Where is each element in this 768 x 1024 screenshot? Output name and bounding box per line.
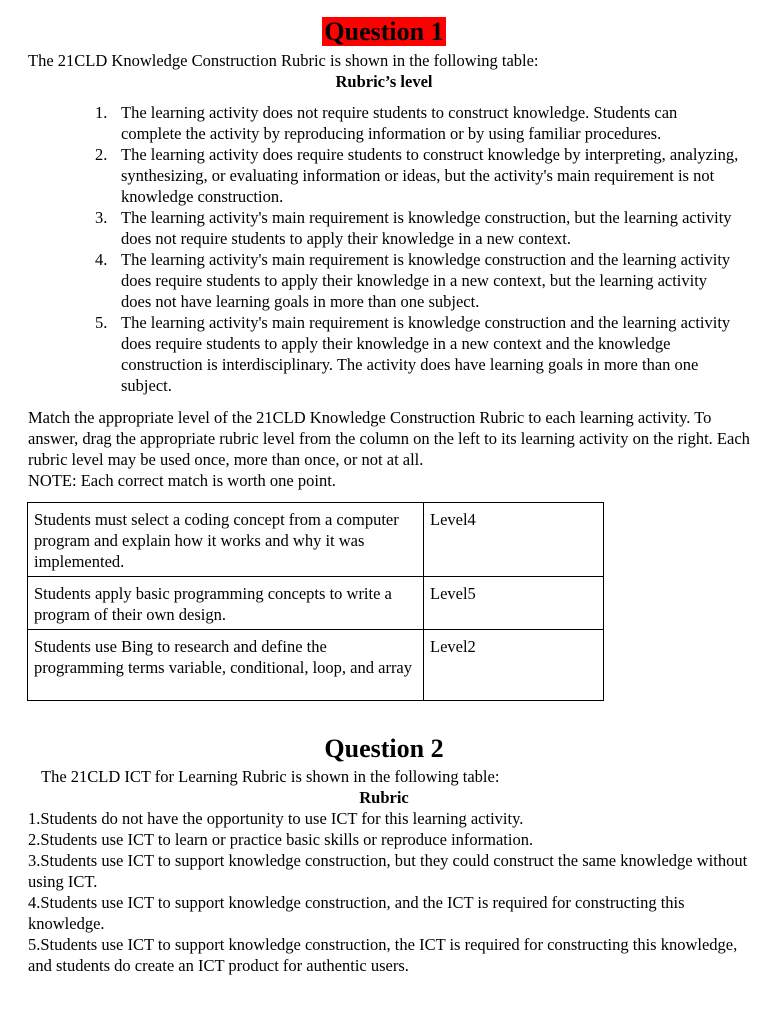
list-text: The learning activity does require students to construct knowledge by interpreting, analyzing, synthesizing, or evaluating information or ideas, but the activity's main requirement is not knowledge construction.: [121, 145, 739, 206]
rubric-level-heading: Rubric’s level: [335, 72, 433, 91]
list-text: The learning activity's main requirement is knowledge construction and the learning activity does require students to apply their knowledge in a new context and the knowledge construction is interdisciplinary. The activity does have learning goals in more than one subject.: [121, 313, 731, 395]
question-1-intro: The 21CLD Knowledge Construction Rubric is shown in the following table:: [28, 51, 539, 70]
list-number: 2.: [95, 145, 108, 164]
rubric-item: 2.Students use ICT to learn or practice basic skills or reproduce information.: [28, 830, 534, 849]
list-number: 3.: [95, 208, 108, 227]
question-1-title-text: Question 1: [324, 17, 444, 46]
table-row: [28, 503, 604, 577]
level-drop-cell[interactable]: Level5: [424, 577, 604, 630]
question-2-intro: The 21CLD ICT for Learning Rubric is shown in the following table:: [41, 767, 500, 786]
activity-cell: Students use Bing to research and define the programming terms variable, conditional, loop, and array: [28, 630, 424, 701]
activity-cell: Students must select a coding concept from a computer program and explain how it works and why it was implemented.: [28, 503, 424, 577]
question-1-instructions: Match the appropriate level of the 21CLD Knowledge Construction Rubric to each learning activity. To answer, drag the appropriate rubric level from the column on the left to its learning activity on the right. Each rubric level may be used once, more than once, or not at all.: [28, 408, 750, 469]
rubric-item: 5.Students use ICT to support knowledge construction, the ICT is required for constructing this knowledge, and students do create an ICT product for authentic users.: [28, 935, 738, 975]
rubric-item: 1.Students do not have the opportunity to use ICT for this learning activity.: [28, 809, 524, 828]
rubric-item: 4.Students use ICT to support knowledge construction, and the ICT is required for constructing this knowledge.: [28, 893, 685, 933]
rubric-level-item: [95, 144, 741, 207]
rubric-item: 3.Students use ICT to support knowledge construction, but they could construct the same knowledge without using ICT.: [28, 851, 748, 891]
rubric-level-item: [95, 102, 741, 144]
rubric-level-item: [95, 249, 741, 312]
rubric-level-item: [95, 312, 741, 396]
list-number: 1.: [95, 103, 108, 122]
table-row: [28, 630, 604, 701]
rubric-heading: Rubric: [359, 788, 409, 807]
question-1-note: NOTE: Each correct match is worth one point.: [28, 471, 336, 490]
question-1-title: [0, 16, 768, 48]
list-text: The learning activity's main requirement is knowledge construction, but the learning activity does not require students to apply their knowledge in a new context.: [121, 208, 732, 248]
list-number: 4.: [95, 250, 108, 269]
list-number: 5.: [95, 313, 108, 332]
matching-table: [27, 502, 604, 701]
activity-cell: Students apply basic programming concepts to write a program of their own design.: [28, 577, 424, 630]
list-text: The learning activity's main requirement is knowledge construction and the learning activity does require students to apply their knowledge in a new context, but the learning activity does not have learning goals in more than one subject.: [121, 250, 731, 311]
list-text: The learning activity does not require students to construct knowledge. Students can complete the activity by reproducing information or by using familiar procedures.: [121, 103, 678, 143]
rubric-level-item: [95, 207, 741, 249]
level-drop-cell[interactable]: Level2: [424, 630, 604, 701]
table-row: [28, 577, 604, 630]
level-drop-cell[interactable]: Level4: [424, 503, 604, 577]
question-2-title: Question 2: [324, 734, 444, 763]
rubric-level-list: [95, 102, 741, 396]
